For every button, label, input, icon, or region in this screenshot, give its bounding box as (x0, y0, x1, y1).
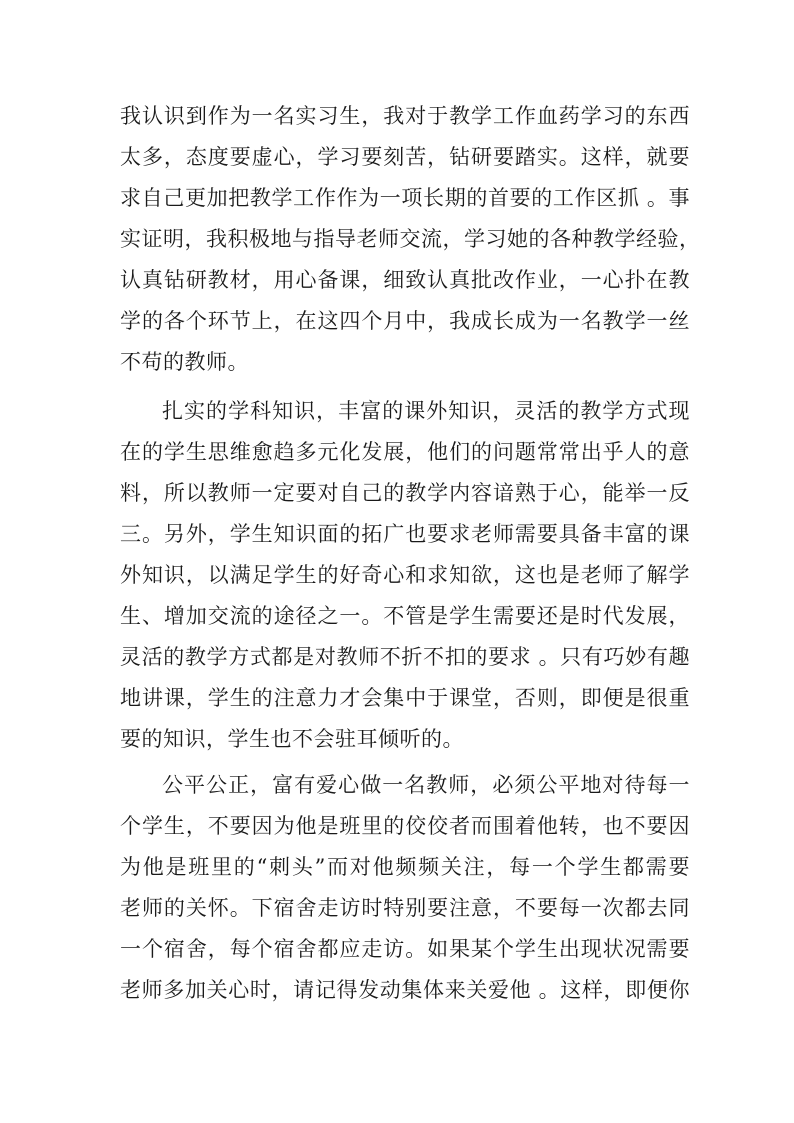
text-line: 我认识到作为一名实习生，我对于教学工作血药学习的东西 (120, 104, 690, 128)
text-line: 老师多加关心时，请记得发动集体来关爱他 。这样，即便你 (120, 978, 690, 1002)
text-line: 公平公正，富有爱心做一名教师，必须公平地对待每一 (162, 773, 690, 797)
text-line: 扎实的学科知识，丰富的课外知识，灵活的教学方式现 (162, 399, 690, 423)
text-line: 一个宿舍，每个宿舍都应走访。如果某个学生出现状况需要 (120, 937, 690, 961)
text-line: 在的学生思维愈趋多元化发展，他们的问题常常出乎人的意 (120, 440, 690, 464)
text-line: 外知识，以满足学生的好奇心和求知欲，这也是老师了解学 (120, 563, 690, 587)
text-line: 要的知识，学生也不会驻耳倾听的。 (120, 727, 464, 751)
text-line: 三。另外，学生知识面的拓广也要求老师需要具备丰富的课 (120, 522, 690, 546)
text-line: 生、增加交流的途径之一。不管是学生需要还是时代发展， (120, 604, 690, 628)
text-line: 个学生，不要因为他是班里的佼佼者而围着他转，也不要因 (120, 814, 690, 838)
text-line: 为他是班里的“刺头”而对他频频关注，每一个学生都需要 (120, 855, 690, 879)
text-line: 灵活的教学方式都是对教师不折不扣的要求 。只有巧妙有趣 (120, 645, 690, 669)
text-line: 求自己更加把教学工作作为一项长期的首要的工作区抓 。事 (120, 186, 690, 210)
text-line: 地讲课，学生的注意力才会集中于课堂，否则，即便是很重 (120, 686, 690, 710)
text-line: 学的各个环节上，在这四个月中，我成长成为一名教学一丝 (120, 309, 690, 333)
text-line: 认真钻研教材，用心备课，细致认真批改作业，一心扑在教 (120, 268, 690, 292)
text-line: 实证明，我积极地与指导老师交流，学习她的各种教学经验， (120, 227, 701, 251)
text-line: 料，所以教师一定要对自己的教学内容谙熟于心，能举一反 (120, 481, 690, 505)
text-line: 太多，态度要虚心，学习要刻苦，钻研要踏实。这样，就要 (120, 145, 690, 169)
text-line: 老师的关怀。下宿舍走访时特别要注意，不要每一次都去同 (120, 896, 690, 920)
text-line: 不苟的教师。 (120, 350, 249, 374)
